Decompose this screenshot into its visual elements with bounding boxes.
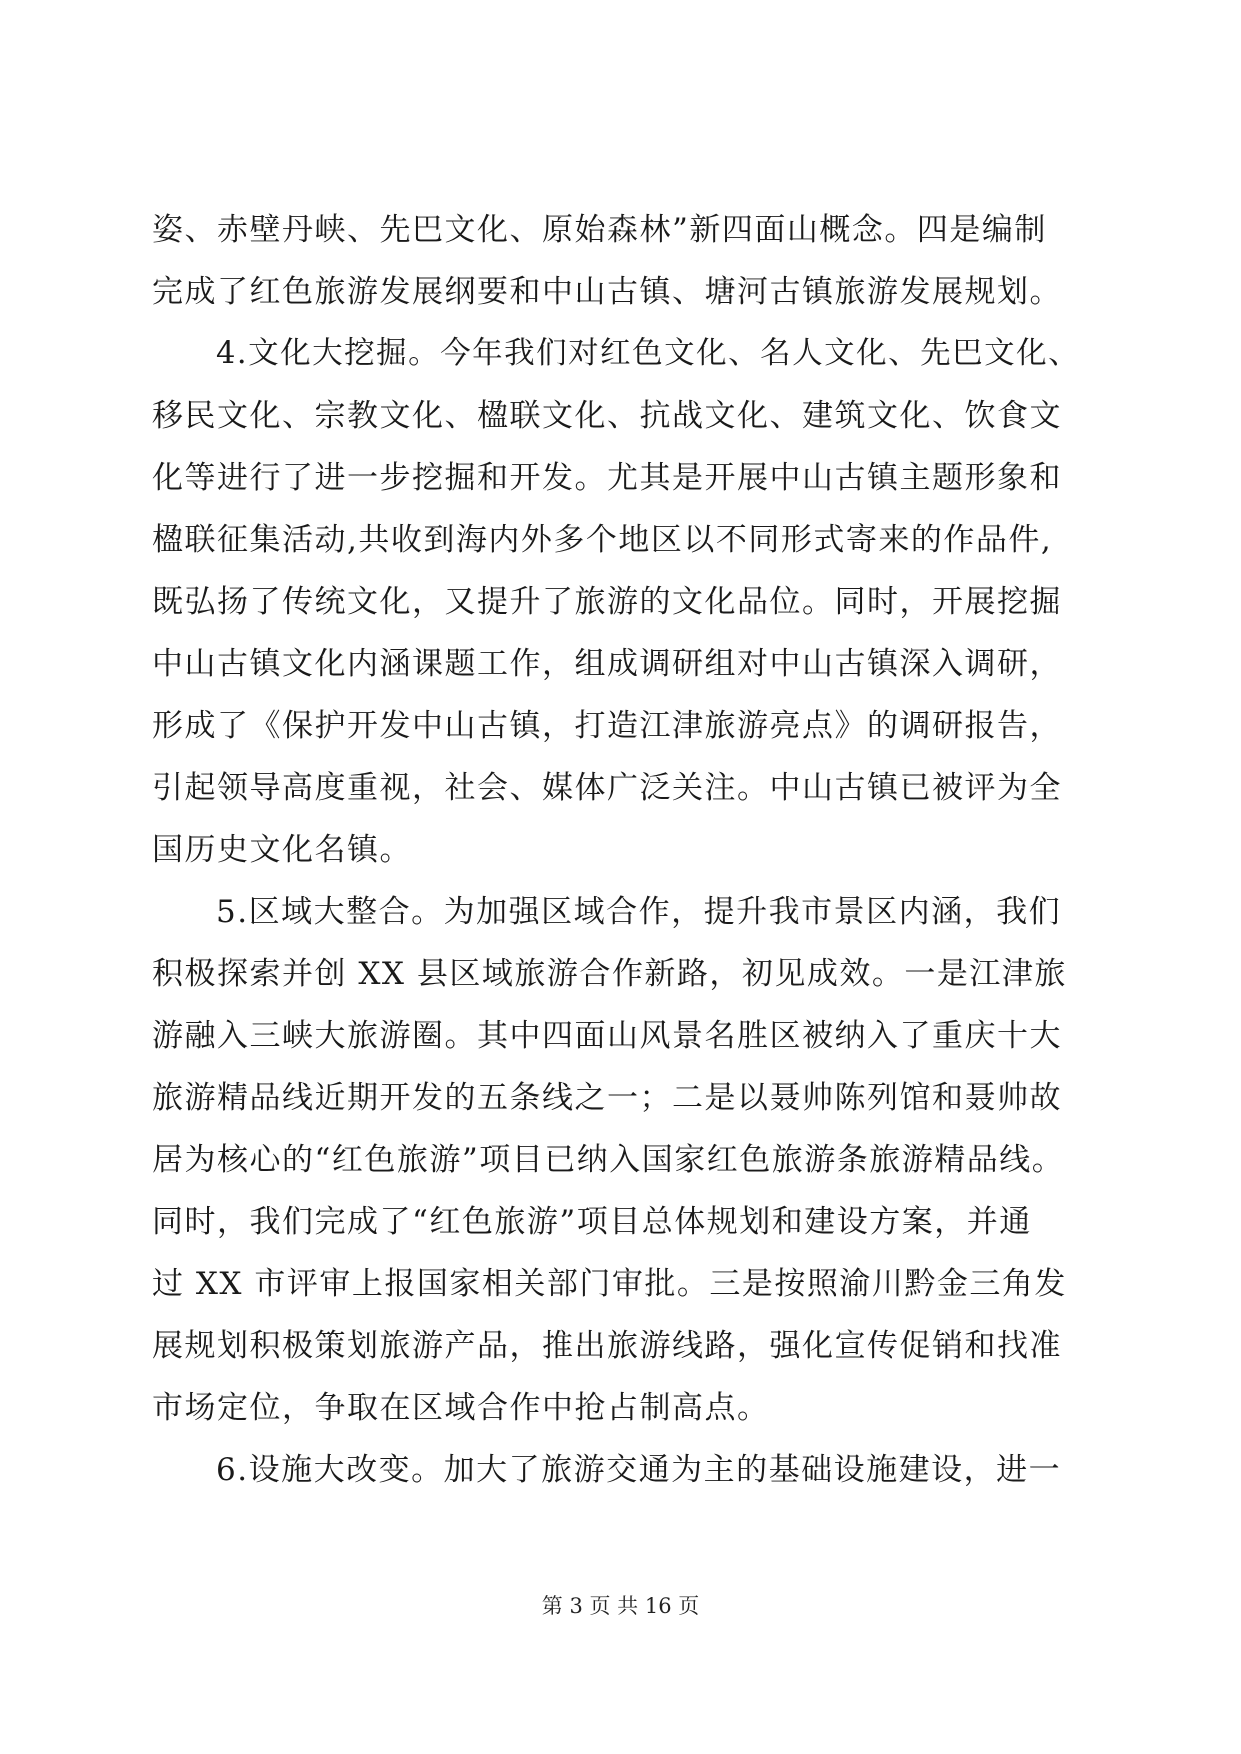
text-line: 既弘扬了传统文化，又提升了旅游的文化品位。同时，开展挖掘 xyxy=(152,584,1062,620)
paragraph-5-start: 5.区域大整合。为加强区域合作，提升我市景区内涵，我们 xyxy=(216,894,1062,930)
text-line: 楹联征集活动,共收到海内外多个地区以不同形式寄来的作品件, xyxy=(152,522,1053,558)
text-line: 国历史文化名镇。 xyxy=(152,832,412,868)
text-line: 居为核心的“红色旅游”项目已纳入国家红色旅游条旅游精品线。 xyxy=(152,1142,1065,1178)
paragraph-4-start: 4.文化大挖掘。今年我们对红色文化、名人文化、先巴文化、 xyxy=(216,336,1081,371)
text-line: 同时，我们完成了“红色旅游”项目总体规划和建设方案，并通 xyxy=(152,1204,1032,1240)
text-line: 形成了《保护开发中山古镇，打造江津旅游亮点》的调研报告， xyxy=(152,708,1062,744)
text-line: 完成了红色旅游发展纲要和中山古镇、塘河古镇旅游发展规划。 xyxy=(152,274,1062,310)
text-line: 游融入三峡大旅游圈。其中四面山风景名胜区被纳入了重庆十大 xyxy=(152,1018,1062,1054)
text-line: 展规划积极策划旅游产品，推出旅游线路，强化宣传促销和找准 xyxy=(152,1328,1062,1364)
text-line: 积极探索并创 XX 县区域旅游合作新路，初见成效。一是江津旅 xyxy=(152,956,1067,992)
text-line: 移民文化、宗教文化、楹联文化、抗战文化、建筑文化、饮食文 xyxy=(152,398,1062,434)
text-line: 市场定位，争取在区域合作中抢占制高点。 xyxy=(152,1390,770,1426)
text-line: 姿、赤壁丹峡、先巴文化、原始森林”新四面山概念。四是编制 xyxy=(152,212,1047,248)
page-number-footer: 第 3 页 共 16 页 xyxy=(541,1594,700,1618)
text-line: 过 XX 市评审上报国家相关部门审批。三是按照渝川黔金三角发 xyxy=(152,1266,1067,1302)
paragraph-6-start: 6.设施大改变。加大了旅游交通为主的基础设施建设，进一 xyxy=(216,1452,1062,1488)
text-line: 化等进行了进一步挖掘和开发。尤其是开展中山古镇主题形象和 xyxy=(152,460,1062,496)
text-line: 中山古镇文化内涵课题工作，组成调研组对中山古镇深入调研， xyxy=(152,646,1062,682)
text-line: 引起领导高度重视，社会、媒体广泛关注。中山古镇已被评为全 xyxy=(152,770,1062,806)
text-line: 旅游精品线近期开发的五条线之一；二是以聂帅陈列馆和聂帅故 xyxy=(152,1080,1062,1116)
